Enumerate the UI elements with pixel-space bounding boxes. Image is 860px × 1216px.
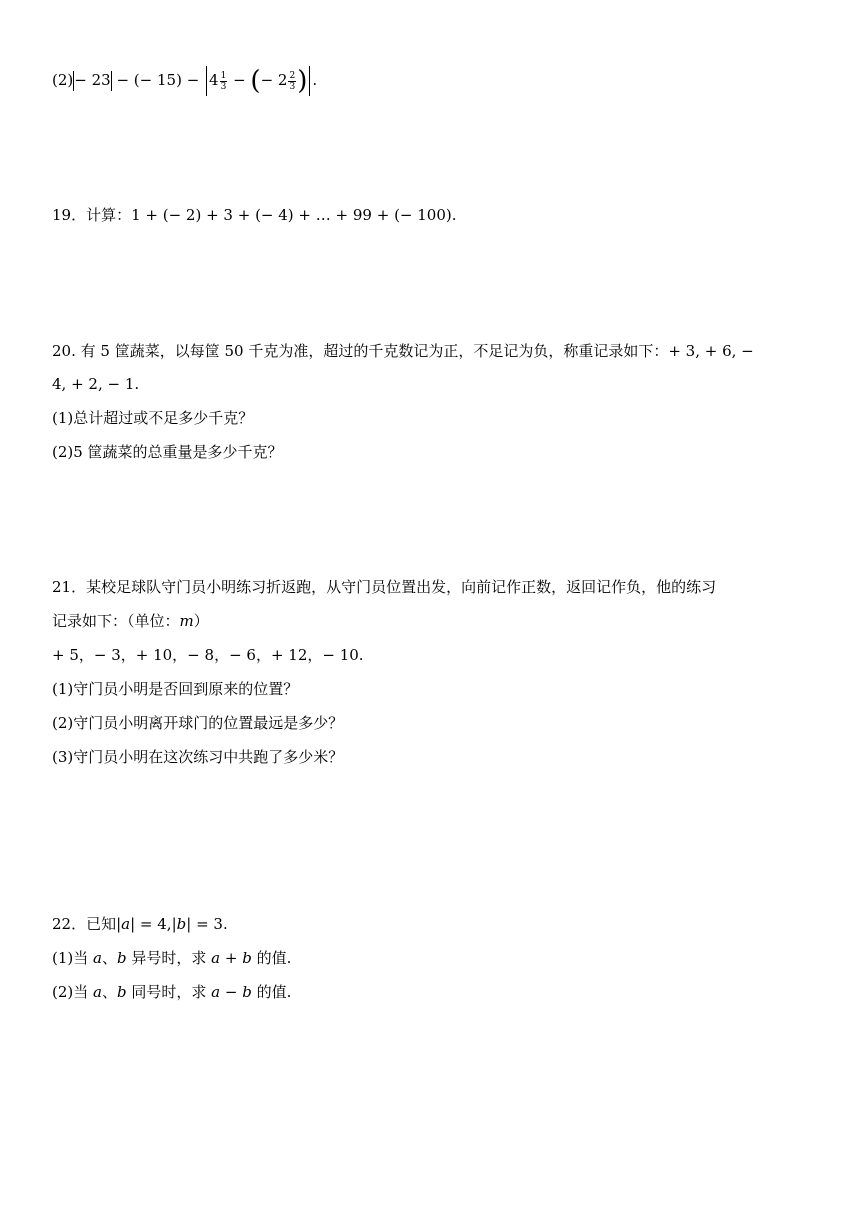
fraction-1 [220, 71, 228, 92]
q18-2-expression [52, 66, 317, 96]
q22-sub-1-a: a [93, 949, 102, 967]
q21-line-1: 21．某校足球队守门员小明练习折返跑，从守门员位置出发，向前记作正数，返回记作负，他的练习 [52, 578, 717, 596]
q18-2-whole-1: 4 [209, 71, 219, 89]
abs-bar-large [206, 66, 207, 96]
paren-close: ) [297, 66, 308, 96]
q22-sub-2 [52, 982, 291, 1002]
q22-sub-1-mid: 异号时，求 [126, 949, 212, 967]
q22-sub-2-expr: a − b [211, 983, 252, 1001]
q18-2-minus: − [228, 71, 251, 89]
q22-pre: 22．已知| [52, 915, 122, 933]
q19 [52, 205, 457, 225]
q22-sub-2-sep: 、 [101, 983, 117, 1001]
q22-var-b: b [176, 915, 187, 933]
q21-sub-2: (2)守门员小明离开球门的位置最远是多少？ [52, 714, 344, 732]
q22-mid: | = 4,| [130, 915, 177, 933]
q18-2-period: . [312, 71, 318, 89]
q18-2-term-2: − (− 15) − [111, 71, 205, 89]
q21-line-2-text: 记录如下：（单位： [52, 612, 180, 630]
q22-sub-2-mid: 同号时，求 [126, 983, 212, 1001]
paren-open: ( [250, 66, 261, 96]
q21-line-3: + 5，− 3，+ 10，− 8，− 6，+ 12，− 10. [52, 646, 364, 664]
fraction-2-denominator: 3 [289, 81, 296, 92]
q20-line-2: 4, + 2, − 1. [52, 375, 140, 393]
q22-sub-2-pre: (2)当 [52, 983, 94, 1001]
q22-sub-1-sep: 、 [101, 949, 117, 967]
q22-sub-1-pre: (1)当 [52, 949, 94, 967]
q22-line-1 [52, 914, 228, 934]
q21-unit: m [179, 612, 194, 630]
q20-sub-1: (1)总计超过或不足多少千克？ [52, 409, 254, 427]
q20-sub-2: (2)5 筐蔬菜的总重量是多少千克？ [52, 443, 283, 461]
fraction-2 [288, 71, 296, 92]
q19-text: 计算：1 + (− 2) + 3 + (− 4) + … + 99 + (− 100). [86, 206, 457, 224]
q19-number: 19． [52, 206, 87, 224]
abs-bar-large [309, 66, 310, 96]
q20-line-1: 20. 有 5 筐蔬菜，以每筐 50 千克为准，超过的千克数记为正，不足记为负，称重记录如下：+ 3, + 6, − [52, 342, 754, 360]
q22-sub-2-a: a [93, 983, 102, 1001]
q21-line-2 [52, 611, 209, 631]
q22-sub-1-expr: a + b [211, 949, 252, 967]
q22-sub-1-end: 的值. [251, 949, 292, 967]
q22-post: | = 3. [186, 915, 228, 933]
q21-sub-3: (3)守门员小明在这次练习中共跑了多少米？ [52, 748, 344, 766]
q21-line-2-close: ） [193, 612, 209, 630]
q22-sub-1-b: b [117, 949, 127, 967]
fraction-1-denominator: 3 [220, 81, 227, 92]
q22-sub-2-b: b [117, 983, 127, 1001]
q18-2-term-1: − 23 [74, 71, 111, 89]
fraction-1-numerator: 1 [220, 70, 227, 81]
fraction-2-numerator: 2 [289, 70, 296, 81]
q22-var-a: a [121, 915, 131, 933]
q18-2-label: (2) [52, 71, 74, 89]
q18-2-whole-2: − 2 [260, 71, 288, 89]
q22-sub-2-end: 的值. [251, 983, 292, 1001]
q22-sub-1 [52, 948, 291, 968]
q21-sub-1: (1)守门员小明是否回到原来的位置？ [52, 680, 299, 698]
